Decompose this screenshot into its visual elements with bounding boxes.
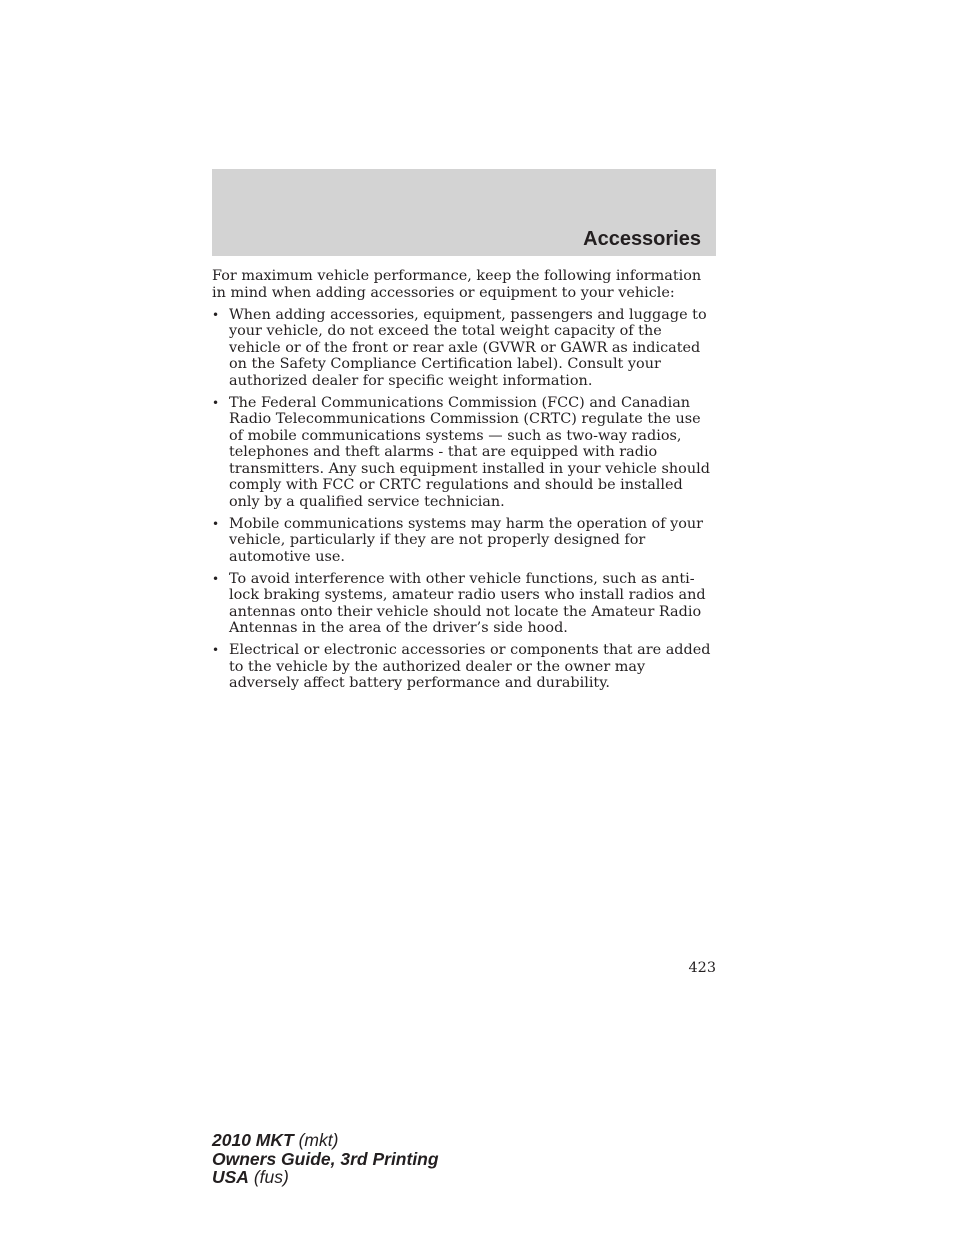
bullet-text: When adding accessories, equipment, passengers and luggage to your vehicle, do not exceed the total weight capacity of the vehicle or of the front or rear axle (GVWR or GAWR as indicated on the Safety Compliance Certification label). Consult your authorized dealer for specific weight information. [229, 306, 707, 389]
bullet-icon: • [212, 643, 220, 657]
bullet-icon: • [212, 307, 220, 322]
footer-market: USA [212, 1167, 249, 1187]
bullet-icon: • [212, 571, 220, 586]
list-item [212, 642, 716, 692]
footer-line-market [212, 1168, 439, 1187]
list-item [212, 395, 716, 511]
bullet-text: The Federal Communications Commission (FCC) and Canadian Radio Telecommunications Commission (CRTC) regulate the use of mobile communications systems — such as two-way radios, telephones and theft alarms - that are equipped with radio transmitters. Any such equipment installed in your vehicle should comply with FCC or CRTC regulations and should be installed only by a qualified service technician. [229, 394, 710, 510]
page-content [212, 268, 716, 697]
intro-paragraph: For maximum vehicle performance, keep the following information in mind when adding accessories or equipment to your vehicle: [212, 268, 702, 301]
bullet-text: Mobile communications systems may harm the operation of your vehicle, particularly if they are not properly designed for automotive use. [229, 515, 704, 565]
bullet-list [212, 307, 716, 692]
bullet-text: Electrical or electronic accessories or components that are added to the vehicle by the authorized dealer or the owner may adversely affect battery performance and durability. [229, 642, 711, 691]
document-footer [212, 1131, 439, 1187]
footer-line-edition [212, 1150, 439, 1169]
list-item [212, 307, 716, 390]
bullet-text: To avoid interference with other vehicle functions, such as anti-lock braking systems, amateur radio users who install radios and antennas onto their vehicle should not locate the Amateur Radio Antennas in the area of the driver’s side hood. [229, 570, 706, 636]
footer-line-model [212, 1131, 439, 1150]
section-header-band [212, 169, 716, 256]
bullet-icon: • [212, 395, 220, 410]
footer-model-code: (mkt) [298, 1130, 339, 1150]
list-item [212, 516, 716, 566]
footer-model-year: 2010 MKT [212, 1130, 294, 1150]
list-item [212, 571, 716, 637]
footer-edition: Owners Guide, 3rd Printing [212, 1148, 439, 1169]
bullet-icon: • [212, 516, 220, 531]
page-number: 423 [688, 960, 716, 976]
section-title: Accessories [583, 228, 701, 250]
footer-market-code: (fus) [253, 1167, 289, 1187]
